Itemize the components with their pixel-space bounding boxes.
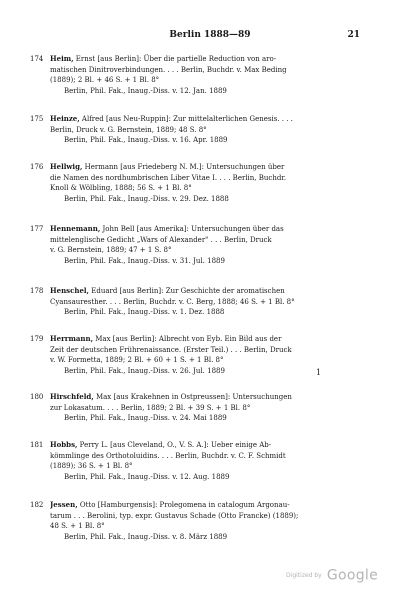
- entry-text: Ernst [aus Berlin]: Über die partielle Reduction von aro-: [73, 55, 277, 63]
- entry-text: Perry L. [aus Cleveland, O., V. S. A.]: Ueber einige Ab-: [77, 441, 272, 449]
- dissertation-note: Berlin, Phil. Fak., Inaug.-Diss. v. 1. Dez. 1888: [64, 308, 225, 316]
- entry-text: v. G. Bernstein, 1889; 47 + 1 S. 8°: [50, 246, 172, 254]
- entry-text: Otto [Hamburgensis]: Prolegomena in catalogum Argonau-: [77, 501, 290, 509]
- author-name: Herrmann,: [50, 334, 94, 343]
- entry-text: Eduard [aus Berlin]: Zur Geschichte der aromatischen: [89, 287, 285, 295]
- author-name: Hennemann,: [50, 224, 101, 233]
- entry-text: Berlin, Druck v. G. Bernstein, 1889; 48 S. 8°: [50, 125, 207, 134]
- entry-number: 180: [30, 393, 44, 401]
- entry-text: Max [aus Berlin]: Albrecht von Eyb. Ein Bild aus der: [93, 335, 282, 343]
- dissertation-note: Berlin, Phil. Fak., Inaug.-Diss. v. 16. Apr. 1889: [64, 136, 228, 144]
- entry-text: kömmlinge des Orthotoluidins. . . . Berlin, Buchdr. v. C. F. Schmidt: [50, 451, 286, 460]
- entry-number: 181: [30, 441, 44, 449]
- entry-text: (1889); 2 Bl. + 46 S. + 1 Bl. 8°: [50, 76, 160, 84]
- entry-text: Zeit der deutschen Frührenaissance. (Erster Teil.) . . . Berlin, Druck: [50, 345, 292, 354]
- running-title: Berlin 1888—89: [169, 30, 251, 40]
- entry-text: Hermann [aus Friedeberg N. M.]: Untersuchungen über: [82, 163, 285, 171]
- digitization-watermark: [286, 565, 378, 584]
- author-name: Heinze,: [50, 114, 80, 123]
- author-name: Hirschfeld,: [50, 392, 94, 401]
- dissertation-note: Berlin, Phil. Fak., Inaug.-Diss. v. 31. Jul. 1889: [64, 256, 225, 265]
- entry-text: Alfred [aus Neu-Ruppin]: Zur mittelalterlichen Genesis. . . .: [79, 115, 293, 123]
- margin-mark: 1: [316, 368, 322, 377]
- dissertation-note: Berlin, Phil. Fak., Inaug.-Diss. v. 12. Aug. 1889: [64, 472, 230, 481]
- author-name: Hellwig,: [50, 162, 83, 171]
- entry-text: Knoll & Wölbling, 1888; 56 S. + 1 Bl. 8°: [50, 184, 192, 192]
- author-name: Jessen,: [50, 500, 78, 509]
- entry-text: die Namen des nordhumbrischen Liber Vitae I. . . . Berlin, Buchdr.: [50, 173, 287, 182]
- entry-number: 174: [30, 55, 44, 63]
- entry-number: 179: [30, 335, 44, 343]
- entry-text: matischen Dinitroverbindungen. . . . Berlin, Buchdr. v. Max Beding: [50, 65, 287, 74]
- entry-number: 182: [30, 501, 44, 509]
- dissertation-note: Berlin, Phil. Fak., Inaug.-Diss. v. 12. Jan. 1889: [64, 86, 227, 95]
- entry-text: zur Lokasatum. . . . Berlin, 1889; 2 Bl. + 39 S. + 1 Bl. 8°: [50, 403, 251, 412]
- watermark-brand: Google: [326, 567, 378, 584]
- dissertation-note: Berlin, Phil. Fak., Inaug.-Diss. v. 24. Mai 1889: [64, 414, 227, 422]
- author-name: Henschel,: [50, 286, 89, 295]
- watermark-prefix: Digitized by: [286, 572, 322, 579]
- author-name: Hobbs,: [50, 440, 78, 449]
- dissertation-note: Berlin, Phil. Fak., Inaug.-Diss. v. 26. Jul. 1889: [64, 366, 225, 375]
- dissertation-note: Berlin, Phil. Fak., Inaug.-Diss. v. 8. März 1889: [64, 532, 228, 541]
- entry-text: John Bell [aus Amerika]: Untersuchungen über das: [100, 225, 284, 233]
- author-name: Heim,: [50, 54, 74, 63]
- page-header: [60, 30, 360, 44]
- entry-number: 175: [30, 115, 44, 123]
- entry-text: mittelenglische Gedicht „Wars of Alexander" . . . Berlin, Druck: [50, 235, 272, 244]
- page-number: 21: [347, 30, 360, 40]
- entry-number: 177: [30, 225, 44, 233]
- entry-text: v. W. Formetta, 1889; 2 Bl. + 60 + 1 S. + 1 Bl. 8°: [50, 356, 224, 364]
- entry-text: tarum . . . Berolini, typ. expr. Gustavus Schade (Otto Francke) (1889);: [50, 511, 299, 520]
- entry-number: 176: [30, 163, 44, 171]
- dissertation-note: Berlin, Phil. Fak., Inaug.-Diss. v. 29. Dez. 1888: [64, 194, 229, 203]
- entry-number: 178: [30, 287, 44, 295]
- entry-text: Cyansauresther. . . . Berlin, Buchdr. v. C. Berg, 1888; 46 S. + 1 Bl. 8°: [50, 297, 295, 306]
- entry-text: Max [aus Krakehnen in Ostpreussen]: Untersuchungen: [93, 393, 292, 401]
- entry-text: (1889); 36 S. + 1 Bl. 8°: [50, 462, 133, 470]
- entry-text: 48 S. + 1 Bl. 8°: [50, 522, 105, 530]
